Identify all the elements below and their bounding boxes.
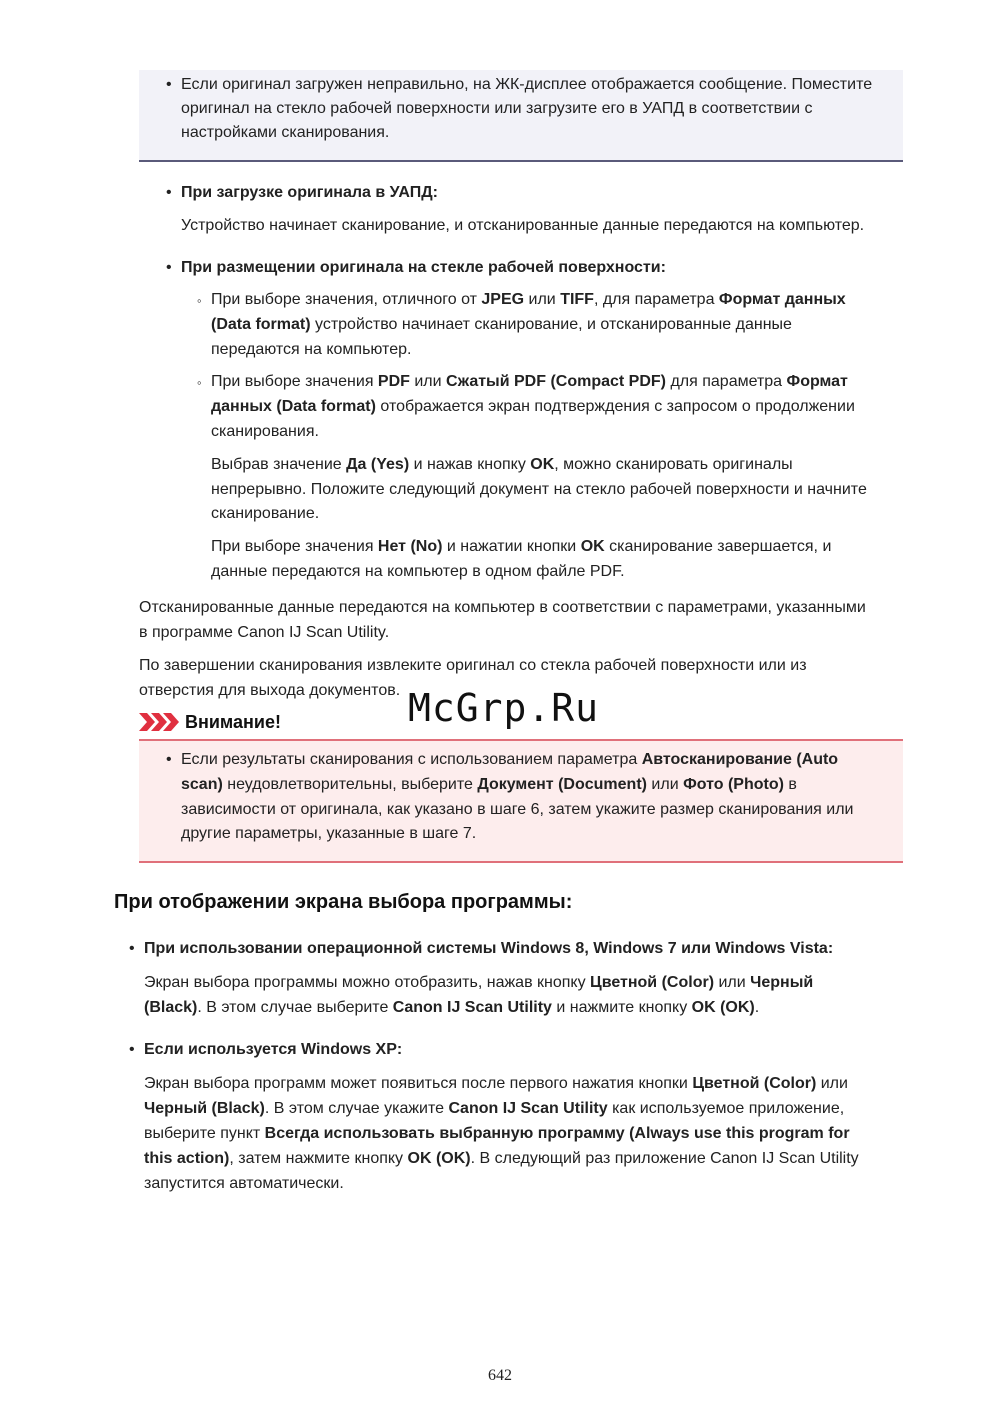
watermark: McGrp.Ru	[408, 686, 600, 730]
platen-sub-bullet-2: ◦	[197, 375, 202, 390]
para1-line1: Отсканированные данные передаются на компьютер в соответствии с параметрами, указанными	[139, 599, 866, 616]
platen-sub-bullet-1: ◦	[197, 293, 202, 308]
caution-arrows-icon	[139, 713, 179, 731]
note-line-1: Если оригинал загружен неправильно, на ЖК-дисплее отображается сообщение. Поместите	[181, 76, 873, 93]
caution-line4: другие параметры, указанные в шаге 7.	[181, 825, 477, 842]
platen-item2-line3: сканирования.	[211, 423, 319, 440]
platen-title: При размещении оригинала на стекле рабочей поверхности:	[181, 259, 666, 276]
caution-header	[139, 709, 281, 735]
caution-line3: зависимости от оригинала, как указано в шаге 6, затем укажите размер сканирования или	[181, 801, 854, 818]
page-number: 642	[488, 1367, 512, 1384]
platen-item3-line2: непрерывно. Положите следующий документ на стекло рабочей поверхности и начните	[211, 481, 867, 498]
winxp-line4: this action), затем нажмите кнопку OK (OK). В следующий раз приложение Canon IJ Scan Utility	[144, 1150, 859, 1167]
platen-item1-line3: передаются на компьютер.	[211, 341, 412, 358]
adf-bullet: •	[166, 184, 172, 201]
platen-item1-line1: При выборе значения, отличного от JPEG или TIFF, для параметра Формат данных	[211, 291, 846, 308]
para1-line2: в программе Canon IJ Scan Utility.	[139, 624, 390, 641]
win8-line2: (Black). В этом случае выберите Canon IJ Scan Utility и нажмите кнопку OK (OK).	[144, 999, 760, 1016]
adf-title: При загрузке оригинала в УАПД:	[181, 184, 438, 201]
platen-item2-line1: При выборе значения PDF или Сжатый PDF (Compact PDF) для параметра Формат	[211, 373, 848, 390]
platen-item4-line2: данные передаются на компьютер в одном файле PDF.	[211, 563, 625, 580]
platen-item4-line1: При выборе значения Нет (No) и нажатии кнопки OK сканирование завершается, и	[211, 538, 832, 555]
platen-item3-line3: сканирование.	[211, 505, 320, 522]
platen-item2-line2: данных (Data format) отображается экран подтверждения с запросом о продолжении	[211, 398, 855, 415]
win8-title: При использовании операционной системы Windows 8, Windows 7 или Windows Vista:	[144, 940, 834, 957]
note-line-2: оригинал на стекло рабочей поверхности или загрузите его в УАПД в соответствии с	[181, 100, 813, 117]
note-line-3: настройками сканирования.	[181, 124, 390, 141]
note-bullet: •	[166, 76, 172, 93]
caution-title: Внимание!	[185, 711, 281, 732]
caution-bullet: •	[166, 751, 172, 768]
winxp-bullet: •	[129, 1041, 135, 1058]
adf-text: Устройство начинает сканирование, и отсканированные данные передаются на компьютер.	[181, 217, 865, 234]
platen-item1-line2: (Data format) устройство начинает сканирование, и отсканированные данные	[211, 316, 792, 333]
para2-line2: отверстия для выхода документов.	[139, 682, 401, 699]
winxp-title: Если используется Windows XP:	[144, 1041, 403, 1058]
caution-line2: scan) неудовлетворительны, выберите Документ (Document) или Фото (Photo) в	[181, 776, 797, 793]
section-heading: При отображении экрана выбора программы:	[114, 891, 573, 913]
winxp-line1: Экран выбора программ может появиться после первого нажатия кнопки Цветной (Color) или	[144, 1075, 848, 1092]
platen-bullet: •	[166, 259, 172, 276]
platen-item3-line1: Выбрав значение Да (Yes) и нажав кнопку OK, можно сканировать оригиналы	[211, 456, 793, 473]
winxp-line5: запустится автоматически.	[144, 1175, 344, 1192]
para2-line1: По завершении сканирования извлеките оригинал со стекла рабочей поверхности или из	[139, 657, 807, 674]
winxp-line3: выберите пункт Всегда использовать выбранную программу (Always use this program for	[144, 1125, 850, 1142]
winxp-line2: Черный (Black). В этом случае укажите Canon IJ Scan Utility как используемое приложение,	[144, 1100, 845, 1117]
caution-line1: Если результаты сканирования с использованием параметра Автосканирование (Auto	[181, 751, 839, 768]
win8-line1: Экран выбора программы можно отобразить, нажав кнопку Цветной (Color) или Черный	[144, 974, 814, 991]
win8-bullet: •	[129, 940, 135, 957]
